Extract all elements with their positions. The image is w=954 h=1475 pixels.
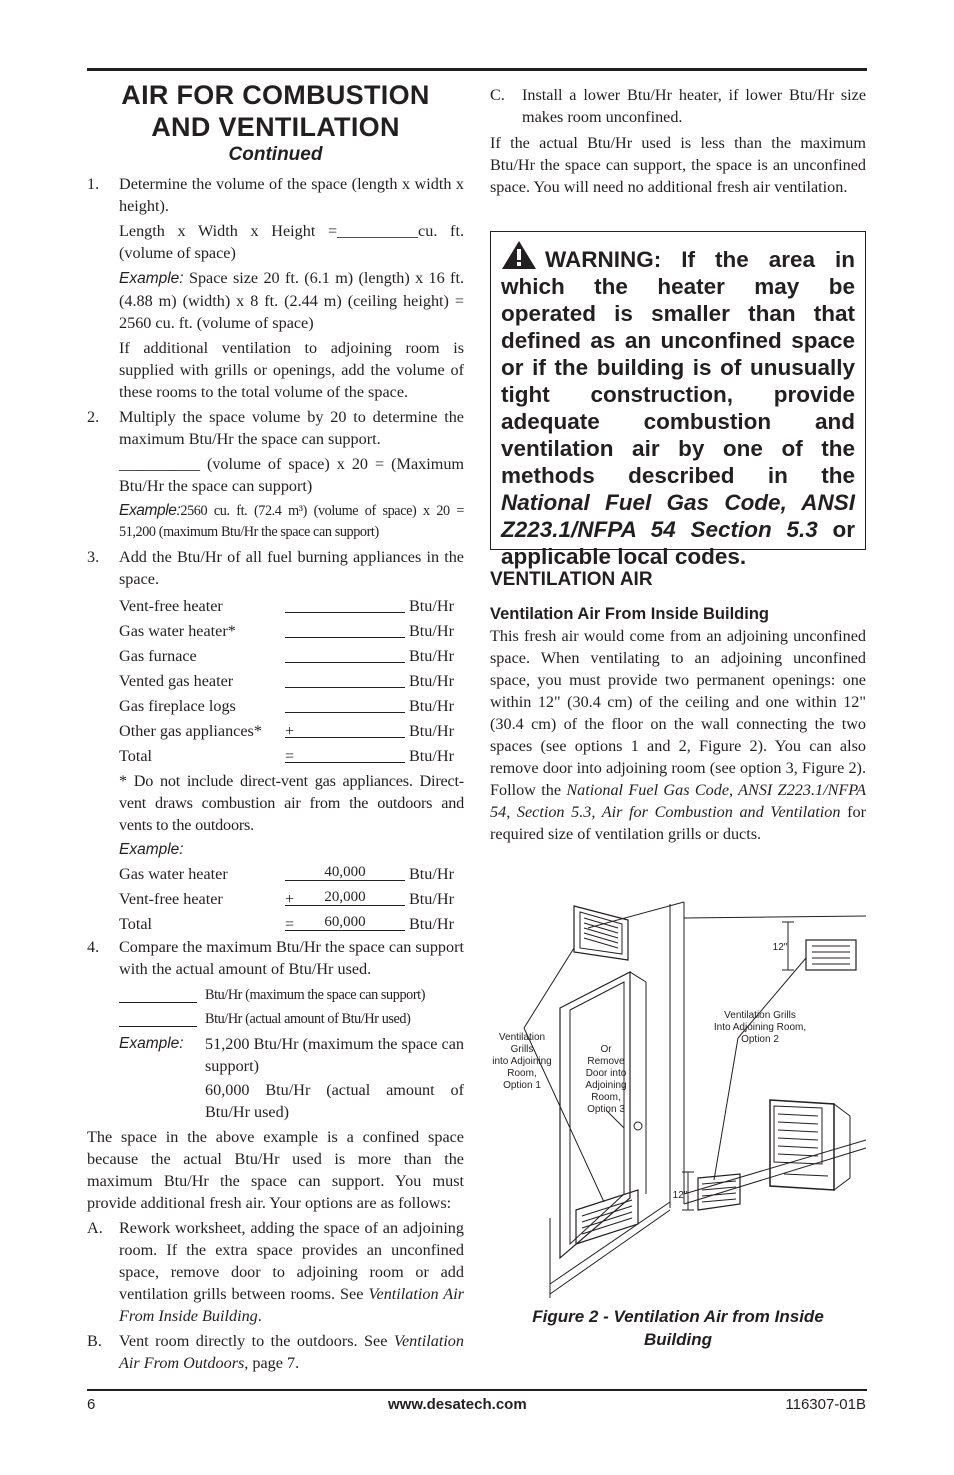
step-1-example-text: Space size 20 ft. (6.1 m) (length) x 16 ft. (4.88 m) (width) x 8 ft. (2.44 m) (ceiling height) = 2560 cu. ft. (volume of space) — [119, 269, 464, 332]
label-option1-line4: Room, — [507, 1068, 537, 1079]
appliance-label: Total — [119, 746, 153, 765]
example-row — [87, 861, 464, 886]
blank-line — [285, 598, 405, 613]
ventilation-body — [490, 625, 866, 845]
step-1-note: If additional ventilation to adjoining room is supplied with grills or openings, add the volume of these rooms to the total volume of the space. — [119, 339, 464, 401]
step-4-line1 — [87, 983, 464, 1007]
appliance-label: Vented gas heater — [119, 671, 234, 690]
blank-line — [119, 988, 197, 1003]
blank-line — [285, 648, 405, 663]
appliance-row: Other gas appliances* + Btu/Hr — [119, 721, 454, 740]
document-number: 116307-01B — [785, 1396, 866, 1413]
step-2-formula: __________ (volume of space) x 20 = (Maximum Btu/Hr the space can support) — [119, 455, 464, 495]
step-3-number: 3. — [87, 548, 100, 566]
step-3-example-label: Example: — [119, 841, 184, 858]
step-2-example-label: Example: — [119, 502, 181, 519]
appliance-row: Total = Btu/Hr — [119, 746, 454, 765]
appliance-row — [87, 643, 464, 668]
appliance-label: Vent-free heater — [119, 596, 223, 615]
warning-box — [490, 231, 866, 569]
label-option1-line2: Grills — [510, 1044, 534, 1055]
label-option3-line1: Or — [600, 1044, 612, 1055]
appliance-row — [87, 693, 464, 718]
option-a-letter: A. — [87, 1219, 103, 1237]
step-3-footnote: * Do not include direct-vent gas appliances. Direct-vent draws combustion air from the outdoors and vents to the outdoors. — [119, 772, 464, 834]
option-b — [87, 1330, 464, 1374]
appliance-table — [87, 593, 464, 768]
blank-line — [285, 673, 405, 688]
step-2-number: 2. — [87, 408, 100, 426]
figure-caption — [490, 1305, 866, 1351]
warning-icon — [501, 240, 537, 270]
appliance-row — [87, 593, 464, 618]
unconfined-paragraph: If the actual Btu/Hr used is less than the maximum Btu/Hr the space can support, the space is an unconfined space. You will need no additional fresh air ventilation. — [490, 134, 866, 196]
appliance-unit: Btu/Hr — [409, 671, 454, 690]
confined-paragraph: The space in the above example is a confined space because the actual Btu/Hr used is more than the maximum Btu/Hr the space can support. You must provide additional fresh air. Your options are as follows: — [87, 1128, 464, 1212]
option-a-text: Rework worksheet, adding the space of an adjoining room. If the extra space provides an unconfined space, remove door to adjoining room or add ventilation grills between rooms. See — [119, 1219, 464, 1303]
blank-line — [285, 723, 405, 738]
appliance-unit: Btu/Hr — [409, 621, 454, 640]
label-option1-line1: Ventilation — [498, 1032, 546, 1043]
label-option3-line4: Adjoining — [585, 1080, 627, 1091]
step-2-text: Multiply the space volume by 20 to determine the maximum Btu/Hr the space can support. — [119, 408, 464, 448]
step-4-example-line2: 60,000 Btu/Hr (actual amount of Btu/Hr used) — [205, 1081, 464, 1121]
warning-text: WARNING: If the area in which the heater may be operated is smaller than that defined as an unconfined space or if the building is of unusually tight construction, provide adequate combustion and ventilation air by one of the methods described in the — [501, 247, 855, 488]
label-option2-line3: Option 2 — [741, 1034, 779, 1045]
blank-line — [285, 748, 405, 763]
appliance-unit: Btu/Hr — [409, 721, 454, 740]
step-4-example — [87, 1033, 464, 1123]
label-option3-line3: Door into — [585, 1068, 627, 1079]
step-2-example — [87, 500, 464, 543]
step-1-text: Determine the volume of the space (length x width x height). — [119, 175, 464, 215]
step-3 — [87, 546, 464, 590]
figure-caption-line1: Figure 2 - Ventilation Air from Inside — [532, 1307, 824, 1326]
step-4-example-label: Example: — [119, 1035, 184, 1052]
label-option2-line2: Into Adjoining Room, — [713, 1022, 807, 1033]
step-2 — [87, 406, 464, 450]
example-value: 40,000 — [285, 866, 405, 881]
right-column — [490, 84, 866, 198]
dimension-bottom-label: 12" — [672, 1190, 688, 1201]
blank-line — [285, 623, 405, 638]
ventilation-body-text: This fresh air would come from an adjoining unconfined space. When ventilating to an adjoining unconfined space, you must provide two permanent openings: one within 12" (30.4 cm) of the ceiling and one within 12" (30.4 cm) of the floor on the wall connecting the two spaces (see options 1 and 2, Figure 2). You can also remove door into adjoining room (see option 3, Figure 2). Follow the — [490, 627, 866, 799]
appliance-row — [87, 618, 464, 643]
blank-line — [285, 698, 405, 713]
step-4 — [87, 936, 464, 980]
label-option2-line1: Ventilation Grills — [724, 1010, 796, 1021]
step-1-formula: Length x Width x Height =__________cu. ft. (volume of space) — [119, 222, 464, 262]
step-4-line2-text: Btu/Hr (actual amount of Btu/Hr used) — [205, 1011, 411, 1027]
label-option3-line5: Room, — [591, 1092, 621, 1103]
option-b-text: Vent room directly to the outdoors. See — [119, 1332, 394, 1350]
example-value: 20,000 — [285, 891, 405, 906]
appliance-unit: Btu/Hr — [409, 746, 454, 765]
appliance-row — [87, 668, 464, 693]
step-4-number: 4. — [87, 938, 100, 956]
example-row: Total = 60,000 Btu/Hr — [119, 914, 454, 933]
option-a-tail: . — [257, 1307, 262, 1325]
footer-url[interactable]: www.desatech.com — [388, 1396, 527, 1413]
step-4-line1-text: Btu/Hr (maximum the space can support) — [205, 987, 426, 1003]
step-1-example — [87, 267, 464, 334]
step-4-example-line1: 51,200 Btu/Hr (maximum the space can support) — [205, 1035, 464, 1075]
example-unit: Btu/Hr — [409, 889, 454, 908]
ventilation-body-tail: for required size of ventilation grills or ducts. — [490, 803, 866, 843]
step-1 — [87, 173, 464, 217]
step-4-text: Compare the maximum Btu/Hr the space can support with the actual amount of Btu/Hr used. — [119, 938, 464, 978]
dimension-top-label: 12" — [772, 942, 788, 953]
appliance-unit: Btu/Hr — [409, 696, 454, 715]
example-unit: Btu/Hr — [409, 864, 454, 883]
label-option1-line3: into Adjoining — [492, 1056, 552, 1067]
figure-2-illustration — [488, 898, 868, 1298]
section-title: VENTILATION AIR — [490, 569, 653, 590]
appliance-label: Other gas appliances* — [119, 721, 262, 740]
step-1-number: 1. — [87, 175, 100, 193]
option-c-text: Install a lower Btu/Hr heater, if lower Btu/Hr size makes room unconfined. — [522, 86, 866, 126]
step-2-example-text: 2560 cu. ft. (72.4 m³) (volume of space) x 20 = 51,200 (maximum Btu/Hr the space can support) — [119, 503, 464, 540]
warning-code-reference: National Fuel Gas Code, ANSI Z223.1/NFPA 54 Section 5.3 — [501, 490, 855, 542]
label-option1-line5: Option 1 — [503, 1080, 541, 1091]
appliance-label: Gas furnace — [119, 646, 197, 665]
option-a — [87, 1217, 464, 1327]
appliance-label: Gas fireplace logs — [119, 696, 236, 715]
page-title-line1: AIR FOR COMBUSTION — [121, 80, 430, 110]
ventilation-section — [490, 569, 866, 845]
option-b-reference-link[interactable]: Ventilation Air From Outdoors, — [119, 1332, 464, 1372]
label-option3-line6: Option 3 — [587, 1104, 625, 1115]
example-row: Vent-free heater + 20,000 Btu/Hr — [119, 889, 454, 908]
step-1-example-label: Example: — [119, 270, 184, 287]
option-b-letter: B. — [87, 1332, 102, 1350]
example-unit: Btu/Hr — [409, 914, 454, 933]
blank-line — [119, 1012, 197, 1027]
example-label: Total — [119, 914, 153, 933]
continued-label: Continued — [228, 144, 323, 165]
page-title-line2: AND VENTILATION — [151, 112, 400, 142]
option-c-letter: C. — [490, 86, 505, 104]
warning-tail: or applicable local codes. — [501, 517, 855, 569]
appliance-unit: Btu/Hr — [409, 596, 454, 615]
step-4-line2 — [87, 1007, 464, 1031]
example-table — [87, 861, 464, 936]
option-b-tail: page 7. — [248, 1354, 300, 1372]
bottom-rule — [87, 1389, 867, 1391]
label-option3-line2: Remove — [587, 1056, 625, 1067]
example-label: Vent-free heater — [119, 889, 223, 908]
step-3-text: Add the Btu/Hr of all fuel burning appliances in the space. — [119, 548, 464, 588]
option-a-reference-link[interactable]: Ventilation Air From Inside Building — [119, 1285, 464, 1325]
subsection-title: Ventilation Air From Inside Building — [490, 605, 769, 623]
page-number: 6 — [87, 1396, 96, 1413]
figure-caption-line2: Building — [644, 1330, 712, 1349]
example-label: Gas water heater — [119, 864, 228, 883]
option-c — [490, 84, 866, 128]
appliance-unit: Btu/Hr — [409, 646, 454, 665]
ventilation-body-reference: National Fuel Gas Code, ANSI Z223.1/NFPA 54, Section 5.3, Air for Combustion and Ventilation — [490, 781, 866, 821]
top-rule — [87, 68, 867, 71]
example-value: 60,000 — [285, 916, 405, 931]
appliance-label: Gas water heater* — [119, 621, 236, 640]
left-column — [87, 79, 464, 1377]
